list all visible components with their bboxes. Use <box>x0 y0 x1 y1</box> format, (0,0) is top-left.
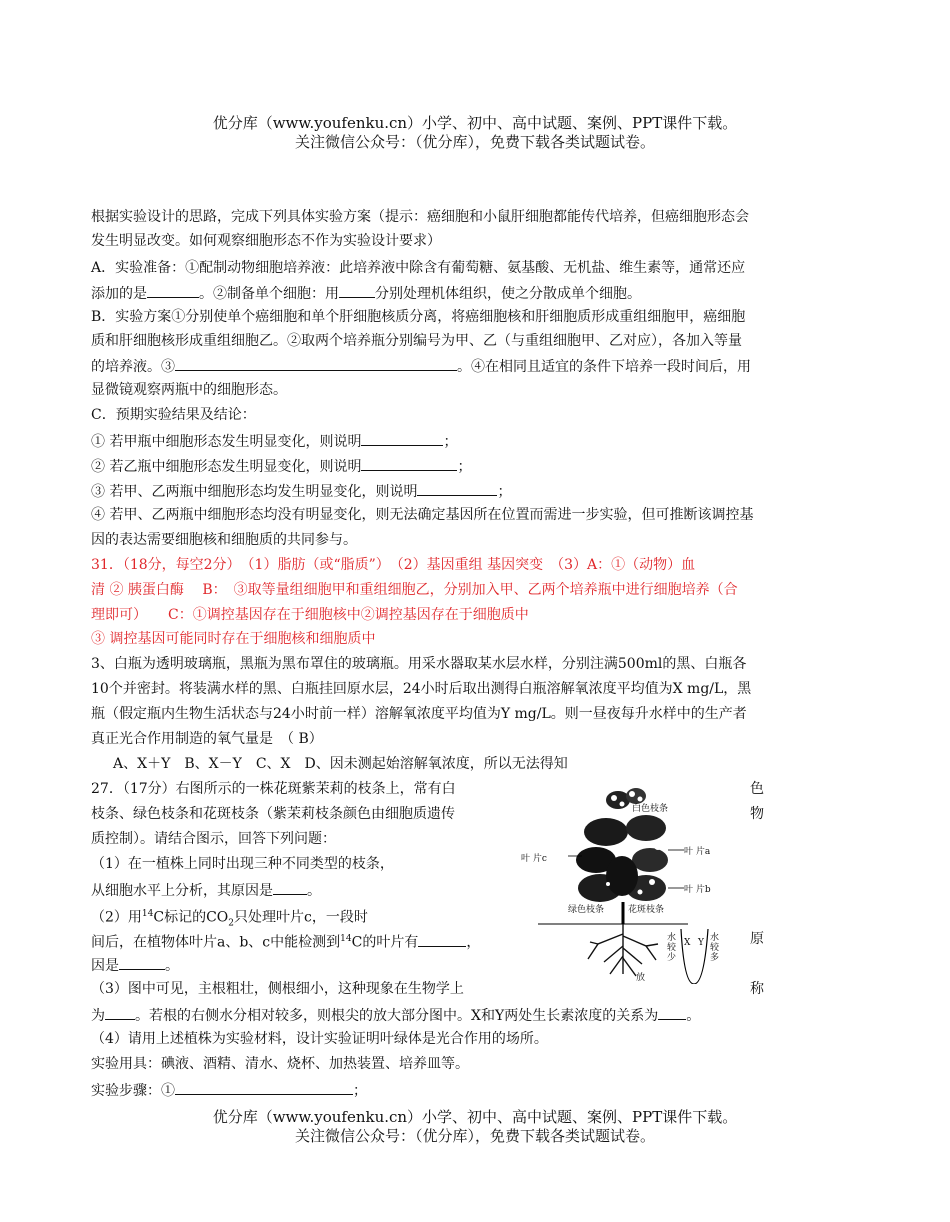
text-line: 质控制）。请结合图示，回答下列问题： <box>91 831 336 847</box>
text-line <box>91 1080 367 1100</box>
text-line <box>91 356 751 376</box>
text-line: 枝条、绿色枝条和花斑枝条（紫茉莉枝条颜色由细胞质遗传 <box>91 806 455 822</box>
superscript: 14 <box>340 934 352 944</box>
text-fragment: （2）用 <box>91 909 142 926</box>
text-line <box>91 880 321 900</box>
label-water-less: 水较少 <box>667 933 677 963</box>
text-line <box>91 481 511 501</box>
text-fragment: 添加的是 <box>91 286 147 302</box>
text-fragment: ， <box>466 934 481 951</box>
text-line <box>91 955 179 975</box>
answer-blank <box>147 283 199 298</box>
answer-blank <box>658 1005 686 1020</box>
text-line: 真正光合作用制造的氧气量是 （ B） <box>91 731 323 747</box>
text-fragment: 。 <box>686 1008 701 1024</box>
label-water-more: 水较多 <box>710 933 720 963</box>
answer-blank <box>273 880 307 895</box>
plant-figure <box>518 784 750 984</box>
answer-line: 清 ② 胰蛋白酶 B： ③取等量组细胞甲和重组细胞乙，分别加入甲、乙两个培养瓶中进行细胞培养（合 <box>91 582 738 598</box>
text-fragment: ； <box>457 459 472 475</box>
label-x: X <box>684 938 691 948</box>
label-leaf-a: 叶 片a <box>684 847 711 857</box>
text-fragment: ② 若乙瓶中细胞形态发生明显变化，则说明 <box>91 459 362 475</box>
text-fragment: ； <box>353 1083 367 1099</box>
text-line <box>91 1005 700 1025</box>
label-leaf-c: 叶 片c <box>521 854 547 864</box>
text-fragment: 间后，在植物体叶片a、b、c中能检测到 <box>91 934 341 951</box>
text-line: 10个并密封。将装满水样的黑、白瓶挂回原水层，24小时后取出测得白瓶溶解氧浓度平均值为X mg/L，黑 <box>91 681 752 697</box>
answer-blank <box>175 1080 353 1095</box>
answer-line: 理即可） C：①调控基因存在于细胞核中②调控基因存在于细胞质中 <box>91 607 529 623</box>
header-line-2: 关注微信公众号：（优分库），免费下载各类试题试卷。 <box>294 133 655 151</box>
text-line: ④ 若甲、乙两瓶中细胞形态均没有明显变化，则无法确定基因所在位置而需进一步实验，但可推断该调控基 <box>91 507 754 523</box>
text-fragment: 因是 <box>91 958 119 974</box>
text-line: A．实验准备：①配制动物细胞培养液：此培养液中除含有葡萄糖、氨基酸、无机盐、维生素等，通常还应 <box>91 260 746 276</box>
answer-line: 31．（18分，每空2分） （1）脂肪（或“脂质”） （2）基因重组 基因突变 （3）A：①（动物）血 <box>91 557 696 573</box>
text-fragment: 实验步骤：① <box>91 1083 175 1099</box>
text-fragment: 为 <box>91 1008 105 1024</box>
header-line-1: 优分库（www.youfenku.cn）小学、初中、高中试题、案例、PPT课件下载。 <box>212 114 738 132</box>
text-line: （3）图中可见，主根粗壮，侧根细小，这种现象在生物学上 <box>91 981 464 997</box>
text-fragment: 的培养液。③ <box>91 359 175 375</box>
text-fragment: C的叶片有 <box>351 934 419 951</box>
text-fragment: 。②制备单个细胞：用 <box>199 286 339 302</box>
answer-blank <box>119 955 165 970</box>
text-line: （1）在一植株上同时出现三种不同类型的枝条， <box>91 856 394 872</box>
text-line: 3、白瓶为透明玻璃瓶，黑瓶为黑布罩住的玻璃瓶。用采水器取某水层水样，分别注满500ml的黑、白瓶各 <box>91 656 747 672</box>
label-enlarge: 放 <box>636 973 646 983</box>
options-line: A、X＋Y B、X－Y C、X D、因未测起始溶解氧浓度，所以无法得知 <box>113 756 568 772</box>
text-line-end: 称 <box>750 981 764 997</box>
text-fragment: ； <box>497 484 512 500</box>
text-line: B．实验方案①分别使单个癌细胞和单个肝细胞核质分离，将癌细胞核和肝细胞质形成重组细胞甲，癌细胞 <box>91 309 746 325</box>
text-fragment: ； <box>443 434 458 450</box>
text-line <box>91 283 641 303</box>
answer-blank <box>361 431 443 446</box>
text-fragment: 分别处理机体组织，使之分散成单个细胞。 <box>375 286 641 302</box>
text-fragment: C标记的CO <box>153 909 229 926</box>
text-fragment: 。④在相同且适宜的条件下培养一段时间后，用 <box>457 359 751 375</box>
answer-blank <box>417 481 497 496</box>
roots <box>588 924 658 976</box>
label-green-branch: 绿色枝条 <box>568 905 605 915</box>
text-line <box>91 431 457 451</box>
text-line: 发生明显改变。如何观察细胞形态不作为实验设计要求） <box>91 233 441 249</box>
answer-blank <box>339 283 375 298</box>
text-line: （4）请用上述植株为实验材料，设计实验证明叶绿体是光合作用的场所。 <box>91 1031 548 1047</box>
text-fragment: 。 <box>307 883 321 899</box>
text-line: 27．（17分）右图所示的一株花斑紫茉莉的枝条上，常有白 <box>91 781 456 797</box>
label-leaf-b: 叶 片b <box>684 885 711 895</box>
footer-line-1: 优分库（www.youfenku.cn）小学、初中、高中试题、案例、PPT课件下载。 <box>212 1108 738 1126</box>
footer-line-2: 关注微信公众号：（优分库），免费下载各类试题试卷。 <box>294 1127 655 1145</box>
answer-blank <box>175 356 457 371</box>
text-line-end: 原 <box>750 931 764 947</box>
text-fragment: 只处理叶片c，一段时 <box>234 909 368 926</box>
text-line: 显微镜观察两瓶中的细胞形态。 <box>91 382 287 398</box>
answer-blank <box>105 1005 135 1020</box>
text-line-end: 色 <box>750 781 764 797</box>
text-line <box>91 930 480 952</box>
text-fragment: 从细胞水平上分析，其原因是 <box>91 883 273 899</box>
text-fragment: 。若根的右侧水分相对较多，则根尖的放大部分图中。X和Y两处生长素浓度的关系为 <box>135 1008 659 1024</box>
text-line: 质和肝细胞核形成重组细胞乙。②取两个培养瓶分别编号为甲、乙（与重组细胞甲、乙对应），各加入等量 <box>91 333 742 349</box>
text-line: 瓶（假定瓶内生物生活状态与24小时前一样）溶解氧浓度平均值为Y mg/L。则一昼夜每升水样中的生产者 <box>91 706 747 722</box>
text-fragment: ① 若甲瓶中细胞形态发生明显变化，则说明 <box>91 434 362 450</box>
text-line <box>91 456 471 476</box>
subscript: 2 <box>228 918 235 929</box>
answer-line: ③ 调控基因可能同时存在于细胞核和细胞质中 <box>91 631 376 647</box>
text-line: 因的表达需要细胞核和细胞质的共同参与。 <box>91 532 357 548</box>
superscript: 14 <box>141 909 154 919</box>
label-variegated-branch: 花斑枝条 <box>628 905 665 915</box>
text-line-end: 物 <box>750 806 764 822</box>
answer-blank <box>361 456 457 471</box>
text-fragment: ③ 若甲、乙两瓶中细胞形态均发生明显变化，则说明 <box>91 484 418 500</box>
text-line: 实验用具：碘液、酒精、清水、烧杯、加热装置、培养皿等。 <box>91 1056 469 1072</box>
text-line: C．预期实验结果及结论： <box>91 407 256 423</box>
label-y: Y <box>698 938 704 948</box>
text-fragment: 。 <box>165 958 179 974</box>
answer-blank <box>418 932 466 947</box>
text-line: 根据实验设计的思路，完成下列具体实验方案（提示：癌细胞和小鼠肝细胞都能传代培养，但癌细胞形态会 <box>91 209 749 225</box>
leaves <box>576 815 668 902</box>
text-line <box>91 905 368 932</box>
label-white-branch: 白色枝条 <box>632 804 669 814</box>
